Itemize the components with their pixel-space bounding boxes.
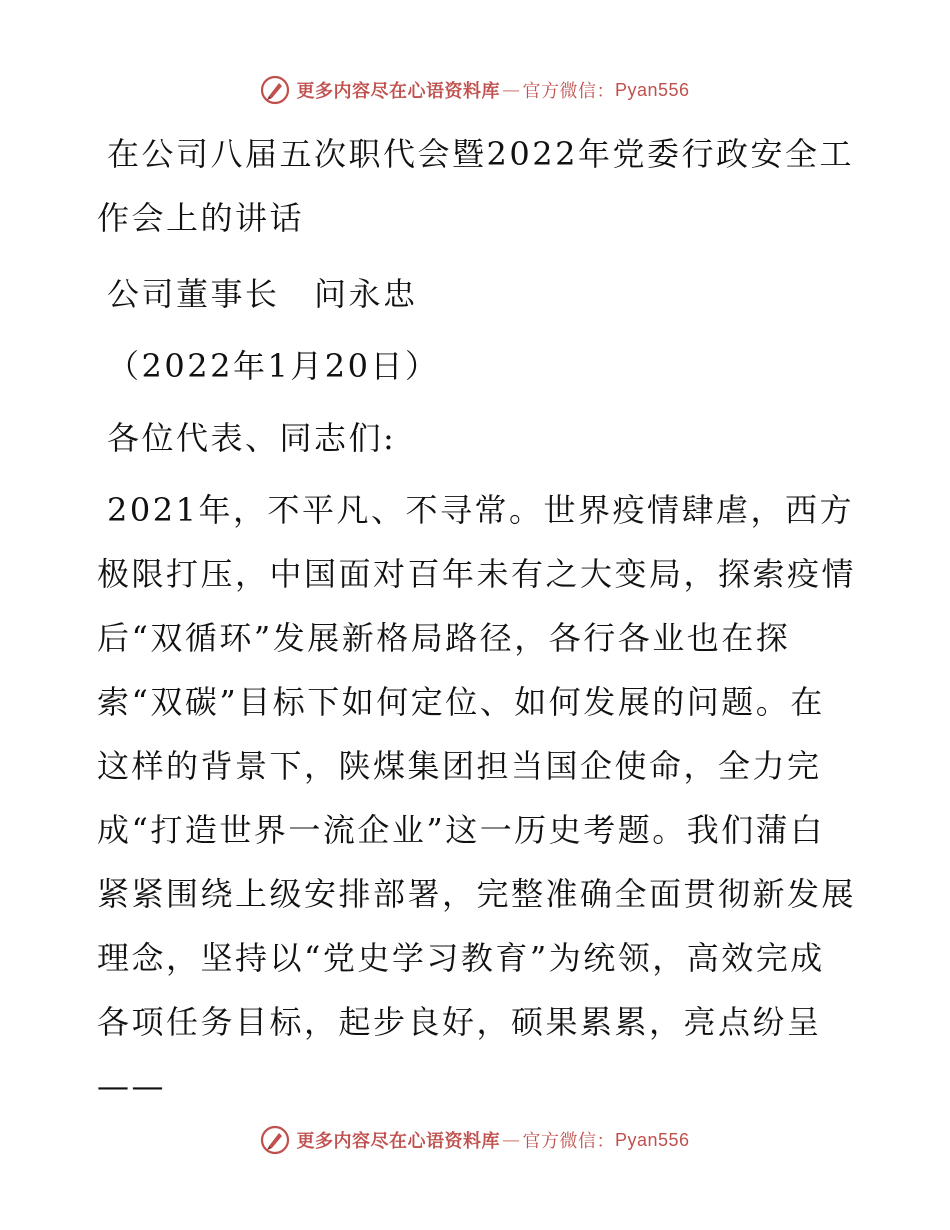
watermark-main-text: 更多内容尽在心语资料库	[296, 81, 500, 102]
pen-logo-icon	[260, 1125, 290, 1155]
greeting-line: 各位代表、同志们:	[107, 419, 397, 457]
body-line: 紧紧围绕上级安排部署，完整准确全面贯彻新发展	[97, 875, 857, 913]
header-watermark	[0, 70, 950, 110]
pen-logo-icon	[260, 75, 290, 105]
document-title	[97, 122, 857, 250]
date-line: （2022年1月20日）	[107, 347, 440, 385]
body-line: 后“双循环”发展新格局路径，各行各业也在探	[97, 619, 791, 657]
footer-watermark	[0, 1120, 950, 1160]
body-line: 极限打压，中国面对百年未有之大变局，探索疫情	[97, 555, 857, 593]
body-line: 2021年，不平凡、不寻常。世界疫情肆虐，西方	[107, 491, 854, 529]
body-line: 理念，坚持以“党史学习教育”为统领，高效完成	[97, 939, 825, 977]
body-line: 成“打造世界一流企业”这一历史考题。我们蒲白	[97, 811, 825, 849]
body-line: ——	[97, 1067, 166, 1105]
watermark-main-text: 更多内容尽在心语资料库	[296, 1131, 500, 1152]
author-line: 公司董事长 问永忠	[107, 275, 418, 313]
watermark-wechat-id: Pyan556	[614, 79, 690, 100]
body-line: 这样的背景下，陕煤集团担当国企使命，全力完	[97, 747, 822, 785]
body-line: 索“双碳”目标下如何定位、如何发展的问题。在	[97, 683, 825, 721]
watermark-wechat-id: Pyan556	[614, 1129, 690, 1150]
watermark-sub-text: 官方微信：	[522, 1131, 615, 1152]
title-line-2: 作会上的讲话	[97, 199, 305, 237]
body-paragraph	[97, 478, 857, 1118]
document-body	[97, 122, 857, 1118]
watermark-dash: —	[501, 1129, 521, 1151]
body-line: 各项任务目标，起步良好，硕果累累，亮点纷呈	[97, 1003, 822, 1041]
watermark-sub-text: 官方微信：	[522, 81, 615, 102]
title-line-1: 在公司八届五次职代会暨2022年党委行政安全工	[107, 135, 854, 173]
watermark-dash: —	[501, 79, 521, 101]
